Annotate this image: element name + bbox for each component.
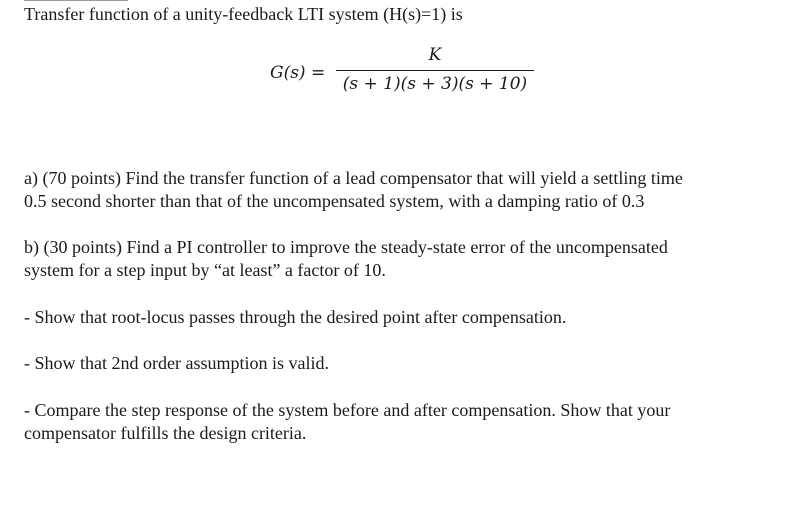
top-rule: [24, 0, 128, 1]
part-b-line-1: b) (30 points) Find a PI controller to improve the steady-state error of the uncompensated: [24, 237, 668, 257]
equation-denominator: (s + 1)(s + 3)(s + 10): [342, 74, 528, 94]
part-a-line-2: 0.5 second shorter than that of the uncompensated system, with a damping ratio of 0.3: [24, 191, 645, 211]
equation-lhs: G(s) =: [270, 63, 326, 83]
bullet-compare-line-1: - Compare the step response of the system before and after compensation. Show that your: [24, 400, 671, 420]
part-b-line-2: system for a step input by “at least” a factor of 10.: [24, 260, 386, 280]
intro-text: Transfer function of a unity-feedback LTI system (H(s)=1) is: [24, 4, 463, 24]
transfer-function-fraction: [336, 44, 534, 95]
bullet-second-order: - Show that 2nd order assumption is valid.: [24, 353, 329, 373]
fraction-bar: [336, 70, 534, 71]
equation-numerator: K: [428, 45, 442, 65]
bullet-compare-line-2: compensator fulfills the design criteria.: [24, 423, 307, 443]
part-a-line-1: a) (70 points) Find the transfer function of a lead compensator that will yield a settling time: [24, 168, 683, 188]
bullet-root-locus: - Show that root-locus passes through the desired point after compensation.: [24, 307, 567, 327]
